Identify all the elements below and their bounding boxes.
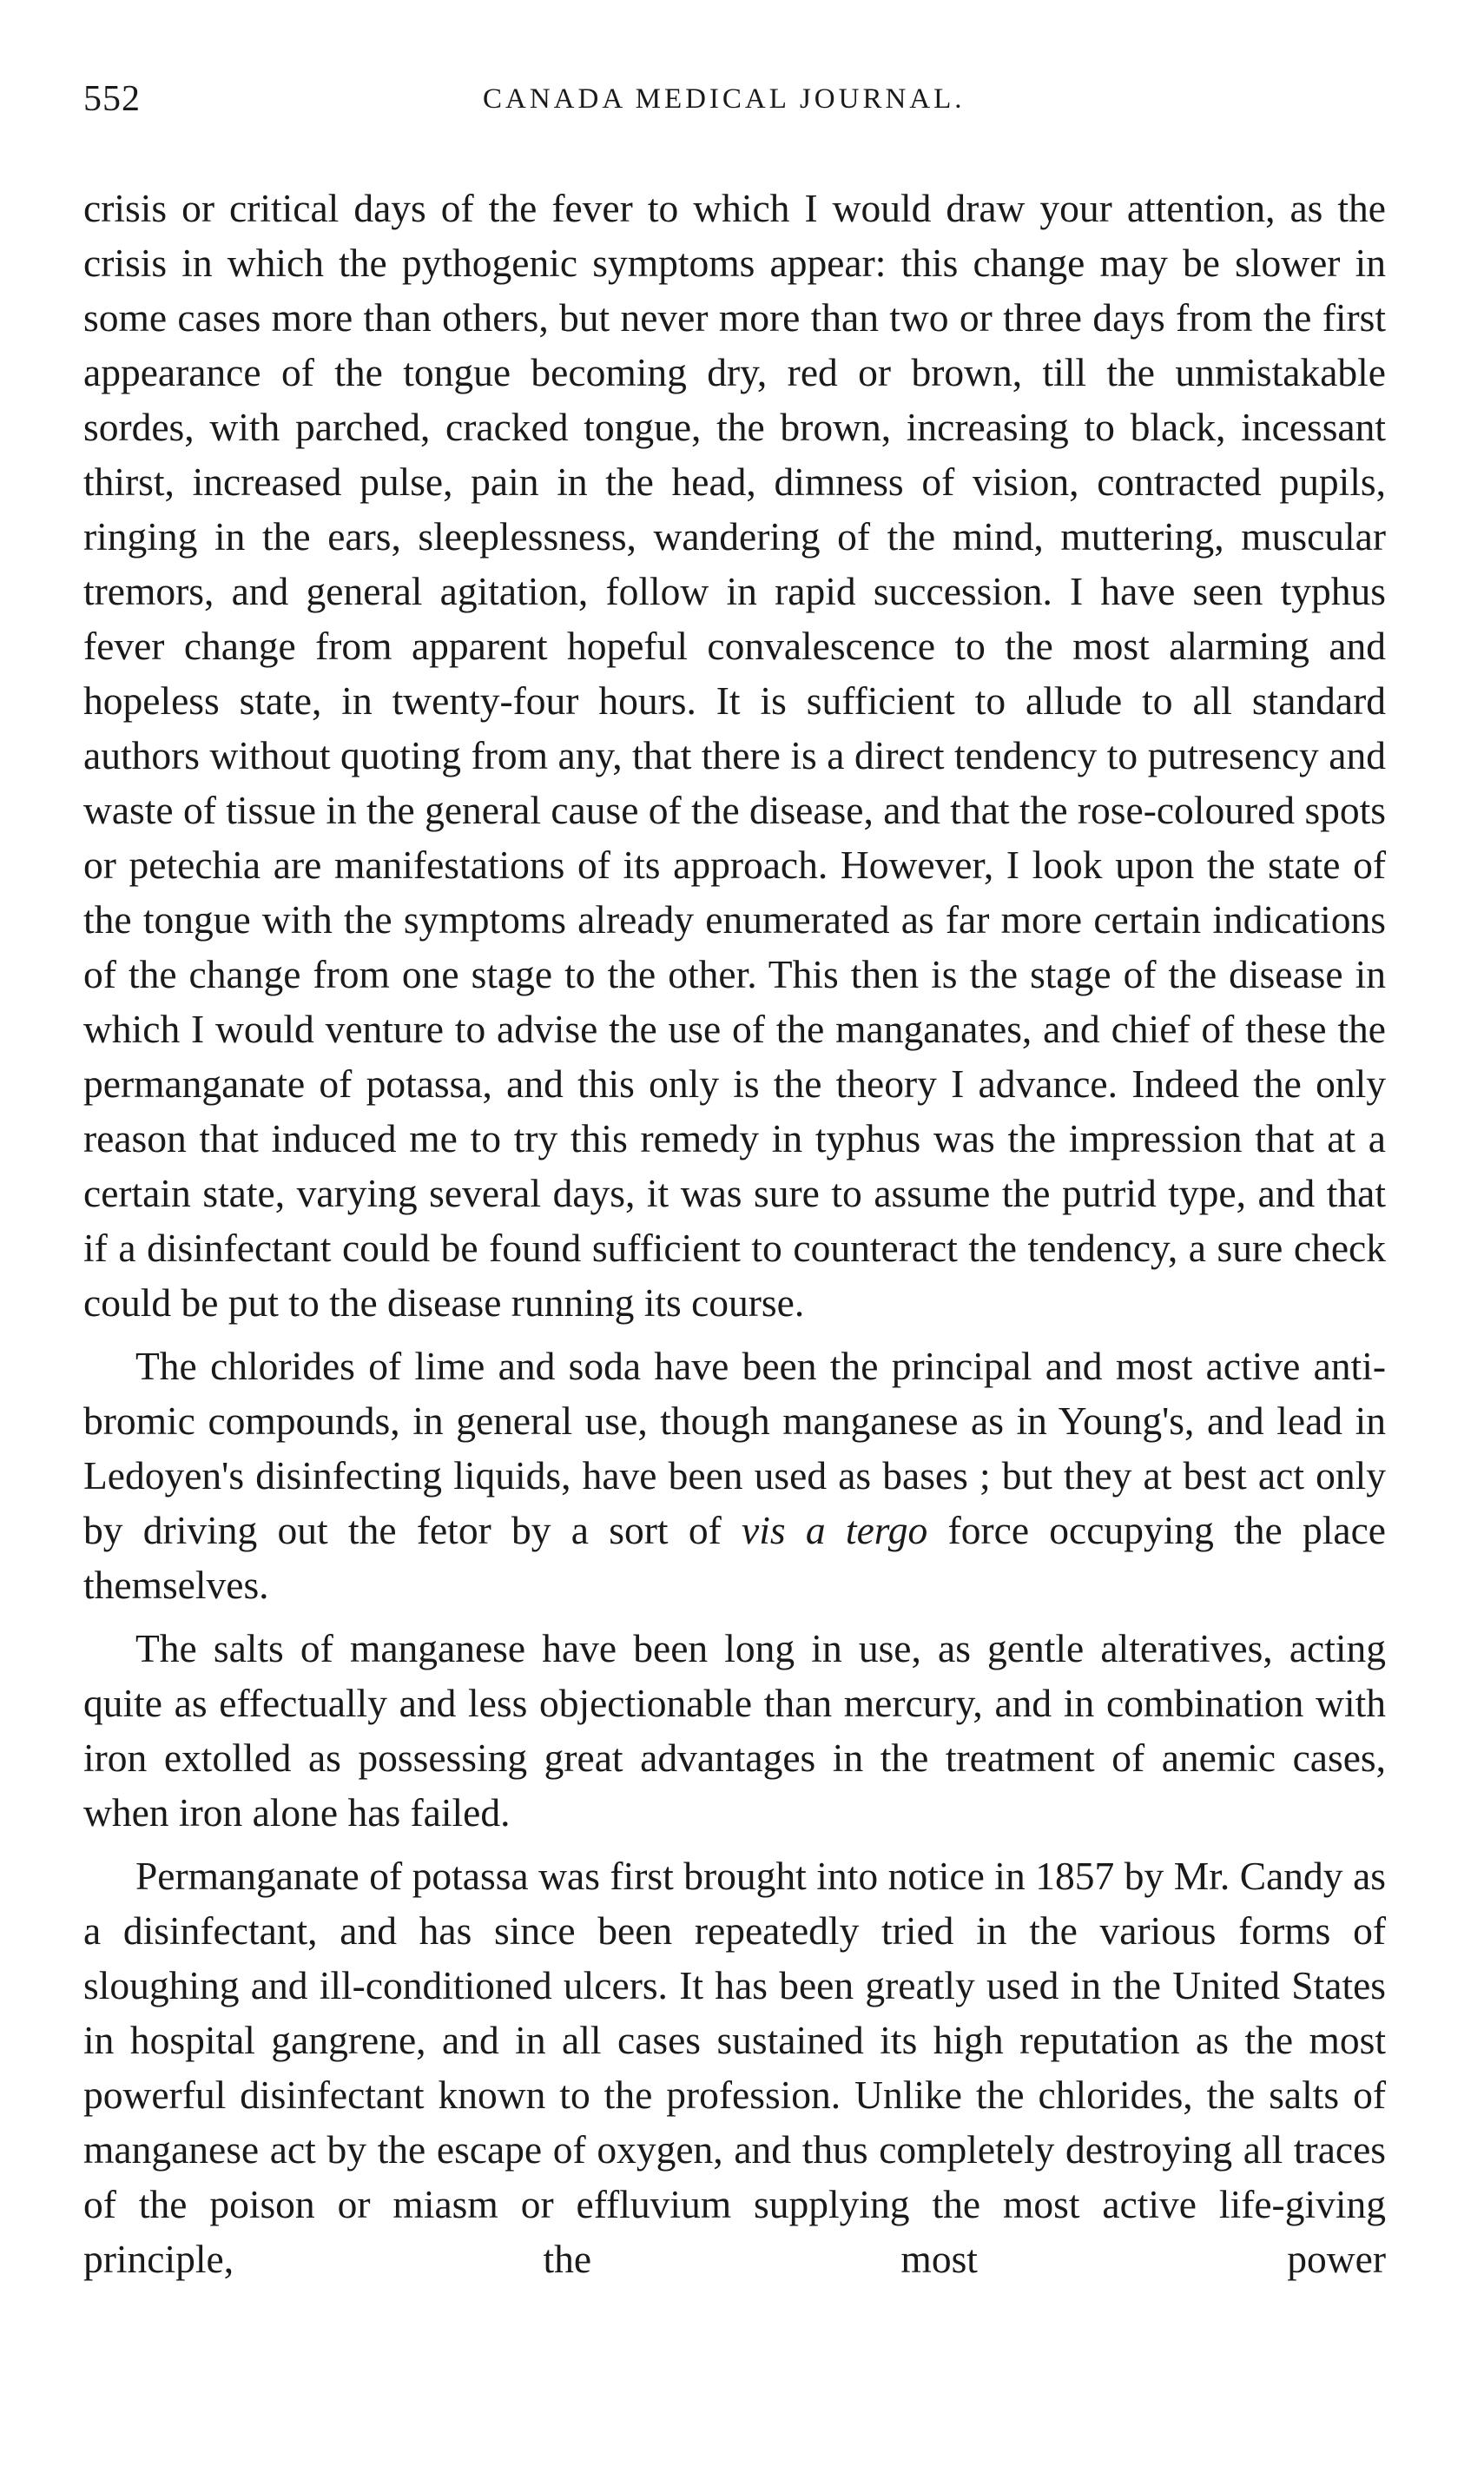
paragraph-1: crisis or critical days of the fever to which I would draw your attention, as the crisis in which the pythogenic symptoms appear: this change may be slower in some cases more than others, but never more than two or three days from the first appearance of the tongue becoming dry, red or brown, till the unmistakable sordes, with parched, cracked tongue, the brown, increasing to black, incessant thirst, increased pulse, pain in the head, dimness of vision, contracted pupils, ringing in the ears, sleeplessness, wandering of the mind, muttering, muscular tremors, and general agitation, follow in rapid succession. I have seen typhus fever change from apparent hopeful convalescence to the most alarming and hopeless state, in twenty-four hours. It is sufficient to allude to all standard authors without quoting from any, that there is a direct tendency to putresency and waste of tissue in the general cause of the disease, and that the rose-coloured spots or petechia are manifestations of its approach. However, I look upon the state of the tongue with the symptoms already enumerated as far more certain indications of the change from one stage to the other. This then is the stage of the disease in which I would venture to advise the use of the manganates, and chief of these the permanganate of potassa, and this only is the theory I advance. Indeed the only reason that induced me to try this remedy in typhus was the impression that at a certain state, varying several days, it was sure to assume the putrid type, and that if a disinfectant could be found sufficient to counteract the tendency, a sure check could be put to the disease running its course. [83,186,1386,1325]
page-header [83,78,1386,139]
running-head: CANADA MEDICAL JOURNAL. [483,83,966,115]
paragraph-2-text-after: force occupying the place themselves. [83,1508,1386,1607]
page-number: 552 [83,79,141,119]
article-body [83,181,1386,2286]
journal-page [83,78,1386,2286]
paragraph-2-text-before: The chlorides of lime and soda have been the principal and most active anti-bromic compounds, in general use, though manganese as in Young's, and lead in Ledoyen's disinfecting liquids, have been used as bases ; but they at best act only by driving out the fetor by a sort of [83,1344,1386,1552]
paragraph-4: Permanganate of potassa was first brought into notice in 1857 by Mr. Candy as a disinfectant, and has since been repeatedly tried in the various forms of sloughing and ill-conditioned ulcers. It has been greatly used in the United States in hospital gangrene, and in all cases sustained its high reputation as the most powerful disinfectant known to the profession. Unlike the chlorides, the salts of manganese act by the escape of oxygen, and thus completely destroying all traces of the poison or miasm or effluvium supplying the most active life-giving principle, the most power [83,1854,1386,2281]
paragraph-2-latin-phrase: vis a tergo [742,1508,928,1552]
paragraph-3: The salts of manganese have been long in use, as gentle alteratives, acting quite as effectually and less objectionable than mercury, and in combination with iron extolled as possessing great advantages in the treatment of anemic cases, when iron alone has failed. [83,1626,1386,1835]
paragraph-2 [83,1339,1386,1612]
